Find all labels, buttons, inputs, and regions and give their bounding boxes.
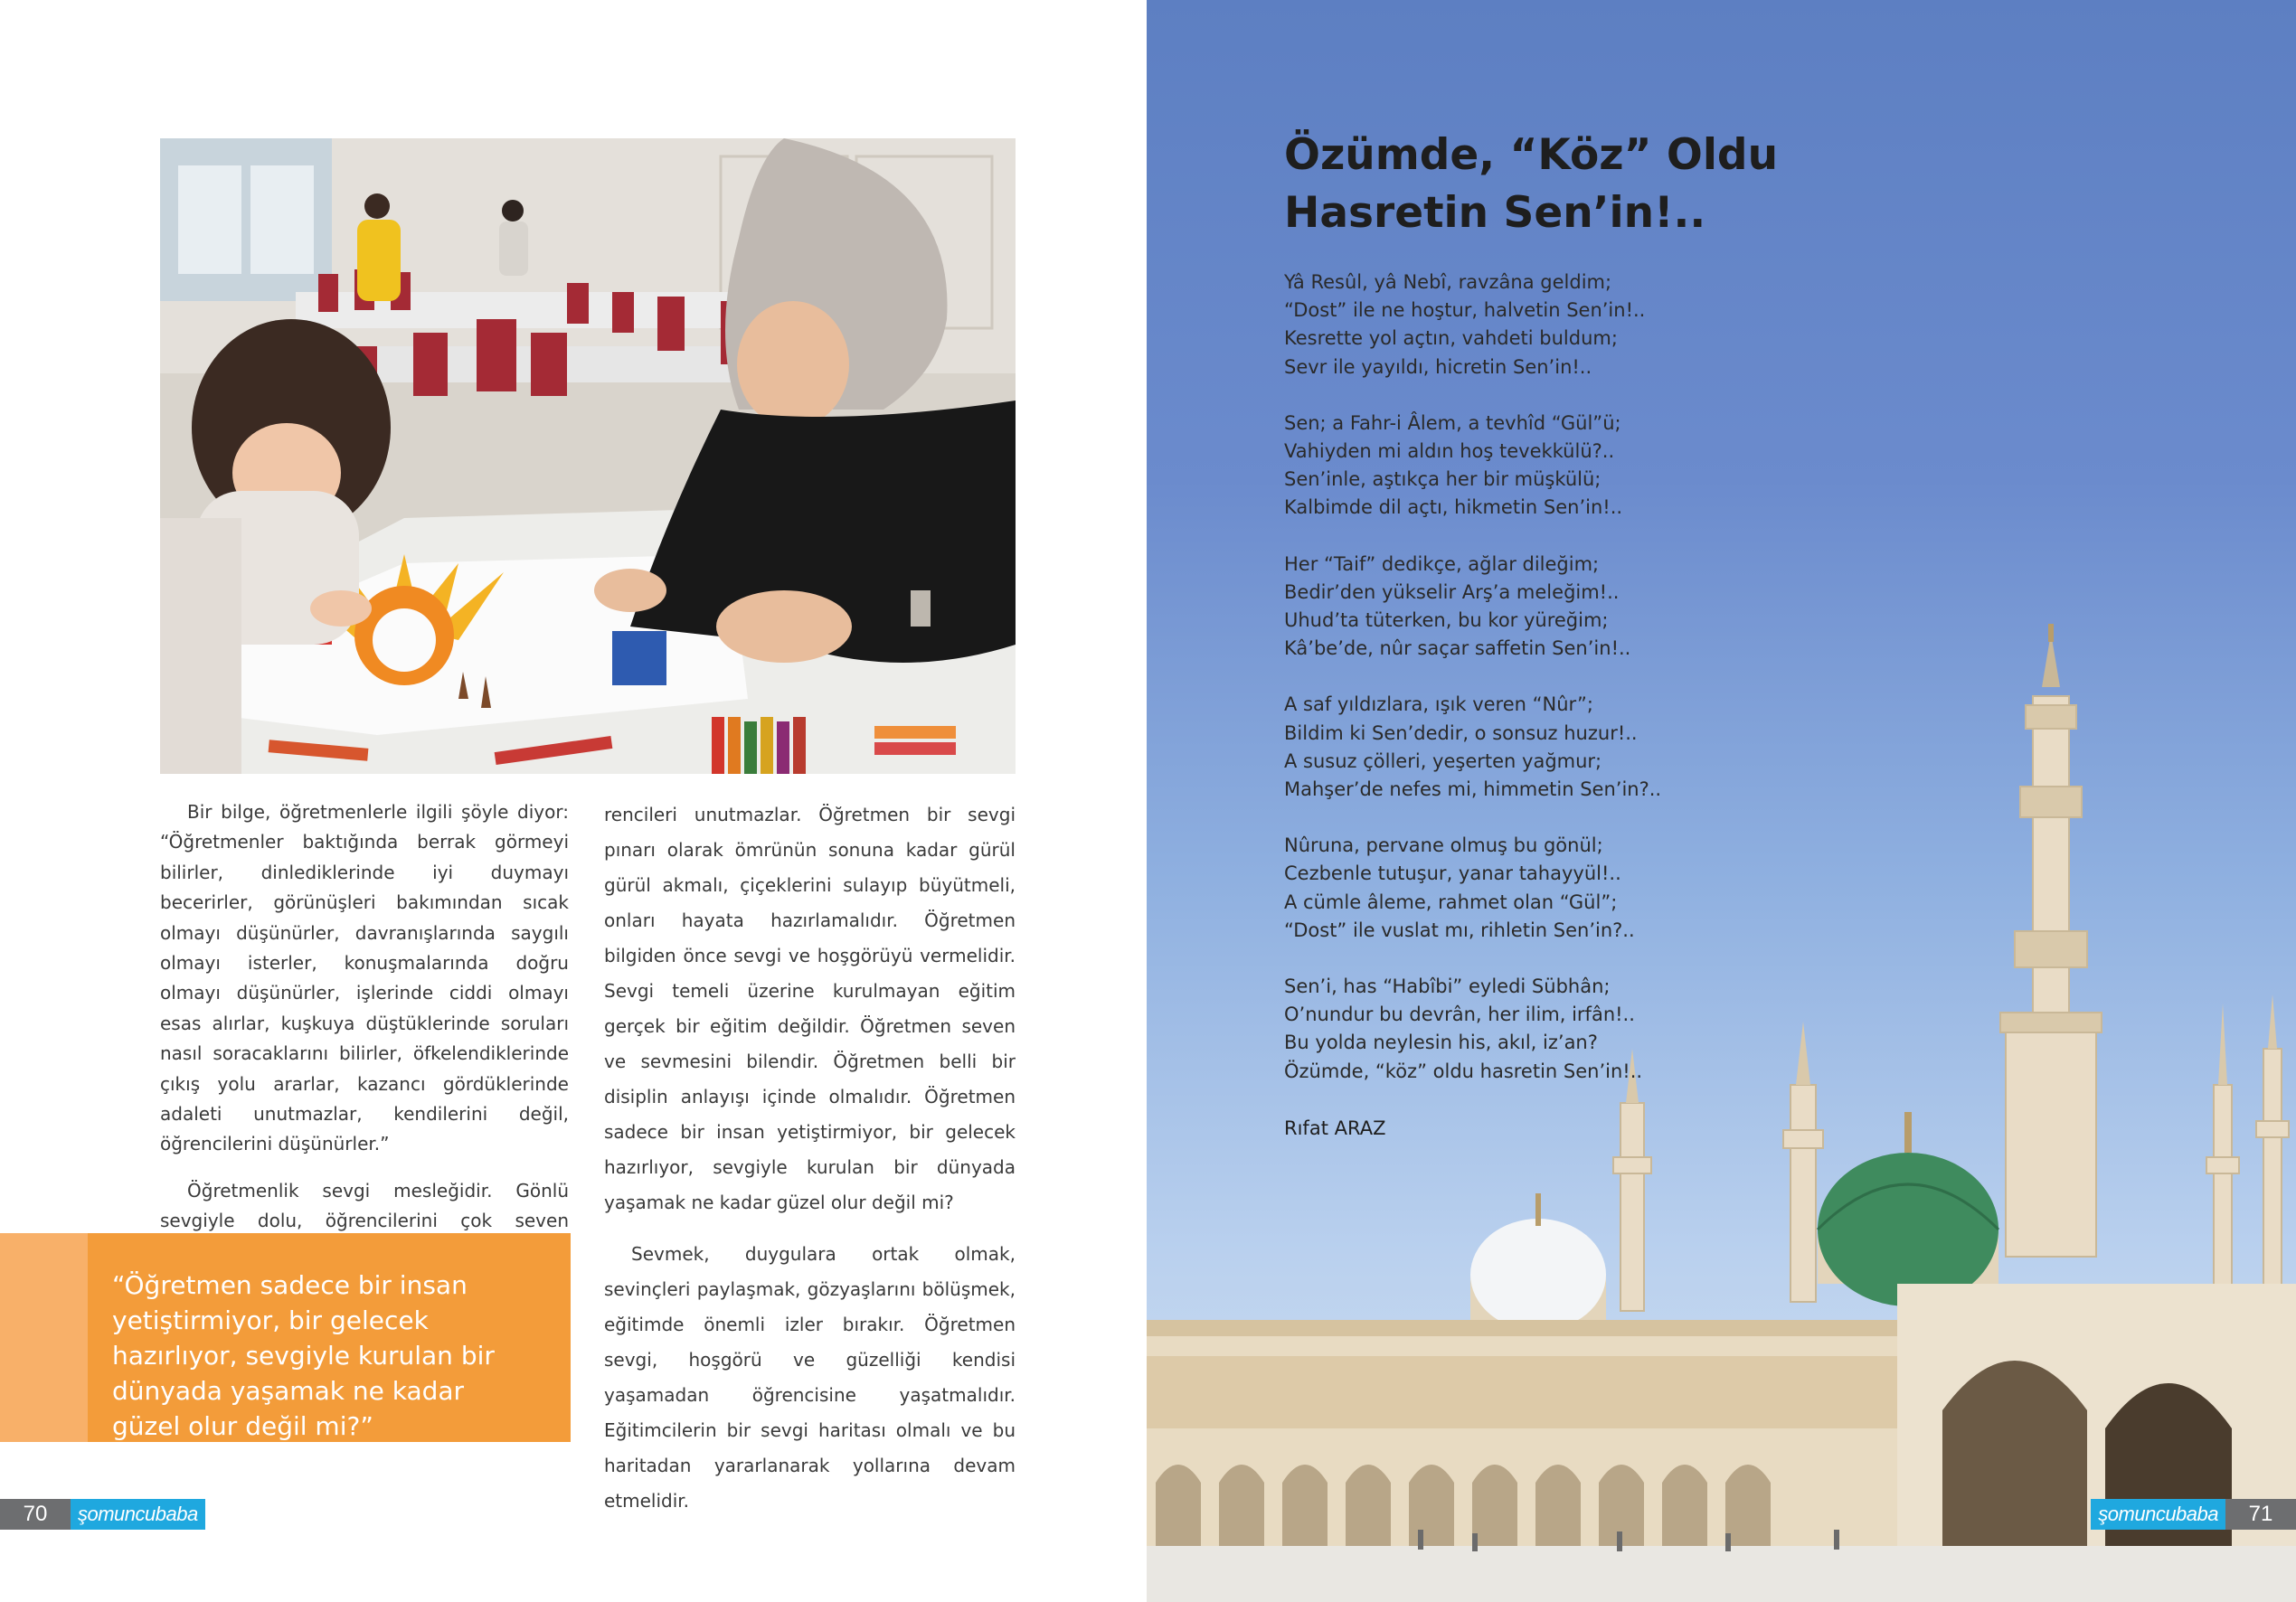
poem-line: Kâ’be’de, nûr saçar saffetin Sen’in!..: [1284, 637, 1631, 660]
poem-line: A cümle âleme, rahmet olan “Gül”;: [1284, 891, 1618, 913]
body-column-1: [160, 797, 569, 1267]
poem-line: O’nundur bu devrân, her ilim, irfân!..: [1284, 1004, 1635, 1026]
brand-logo: şomuncubaba: [2091, 1499, 2225, 1530]
poem-stanza: [1284, 269, 1754, 382]
paragraph: Öğretmenlik sevgi mesleğidir. Gönlü sevgiyle dolu, öğrencilerini çok seven: [160, 1179, 569, 1232]
poem-line: Kalbimde dil açtı, hikmetin Sen’in!..: [1284, 496, 1623, 519]
poem-line: Uhud’ta tüterken, bu kor yüreğim;: [1284, 609, 1609, 632]
poem-line: Sen’i, has “Habîbi” eyledi Sübhân;: [1284, 975, 1611, 998]
poem-line: Sen’inle, aştıkça her bir müşkülü;: [1284, 468, 1602, 491]
poem-line: Bildim ki Sen’dedir, o sonsuz huzur!..: [1284, 721, 1638, 744]
poem-line: Kesrette yol açtın, vahdeti buldum;: [1284, 327, 1618, 350]
poem-stanza: [1284, 410, 1754, 523]
poem-line: “Dost” ile ne hoştur, halvetin Sen’in!..: [1284, 299, 1646, 322]
pull-quote-tab: [0, 1233, 88, 1442]
poem-line: Vahiyden mi aldın hoş tevekkülü?..: [1284, 440, 1615, 463]
body-column-2: [604, 797, 1016, 1519]
poem-line: Özümde, “köz” oldu hasretin Sen’in!..: [1284, 1060, 1643, 1082]
poem-stanza: [1284, 551, 1754, 664]
poem-line: Her “Taif” dedikçe, ağlar dileğim;: [1284, 552, 1600, 575]
poem-line: Mahşer’de nefes mi, himmetin Sen’in?..: [1284, 778, 1662, 801]
poem-stanza: [1284, 691, 1754, 804]
poem-line: A susuz çölleri, yeşerten yağmur;: [1284, 749, 1602, 772]
poem-line: Bu yolda neylesin his, akıl, iz’an?: [1284, 1032, 1598, 1054]
poem-title-line: Hasretin Sen’in!..: [1284, 188, 1706, 238]
poem-line: Sevr ile yayıldı, hicretin Sen’in!..: [1284, 355, 1592, 378]
folio-right: [2091, 1499, 2296, 1530]
poem-title: [1284, 127, 1791, 242]
poem-line: A saf yıldızlara, ışık veren “Nûr”;: [1284, 693, 1593, 716]
brand-logo: şomuncubaba: [71, 1499, 205, 1530]
teacher-student-photo: [160, 138, 1016, 774]
poem-title-line: Özümde, “Köz” Oldu: [1284, 130, 1779, 180]
page-number: 71: [2225, 1499, 2296, 1530]
paragraph: Bir bilge, öğretmenlerle ilgili şöyle diyor: “Öğretmenler baktığında berrak görmeyi bilirler, dinlediklerinde iyi duymayı becerirler, görünüşleri bakımından sıcak olmayı düşünürler, davranışlarında saygılı olmayı isterler, konuşmalarında doğru olmayı düşünürler, işlerinde ciddi olmayı esas alırlar, kuşkuya düştüklerinde soruları nasıl soracaklarını bilirler, öfkelendiklerinde çıkış yolu ararlar, kazancı gördüklerinde adaleti unutmazlar, kendilerini değil, öğrencilerini düşünürler.”: [160, 801, 569, 1155]
poem-stanza: [1284, 832, 1754, 945]
paragraph: Sevmek, duygulara ortak olmak, sevinçleri paylaşmak, gözyaşlarını bölüşmek, eğitimde önemli izler bırakır. Öğretmen sevgi, hoşgörü ve güzelliği kendisi yaşamadan öğrencisine yaşatmalıdır. Eğitimcilerin bir sevgi haritası olmalı ve bu haritadan yararlanarak yollarına devam etmelidir.: [604, 1243, 1016, 1512]
pull-quote-text: “Öğretmen sadece bir insan yetiştirmiyor, bir gelecek hazırlıyor, sevgiyle kurulan bir dünyada yaşamak ne kadar güzel olur değil mi?”: [112, 1270, 495, 1441]
poem-body: [1284, 269, 1754, 1114]
poem-line: Yâ Resûl, yâ Nebî, ravzâna geldim;: [1284, 271, 1612, 293]
folio-left: [0, 1499, 205, 1530]
paragraph: rencileri unutmazlar. Öğretmen bir sevgi pınarı olarak ömrünün sonuna kadar gürül gürül akmalı, çiçeklerini sulayıp büyütmeli, onları hayata hazırlamalıdır. Öğretmen bilgiden önce sevgi ve hoşgörüyü vermelidir. Sevgi temeli üzerine kurulmayan eğitim gerçek bir eğitim değildir. Öğretmen seven ve sevmesini bilendir. Öğretmen belli bir disiplin anlayışı içinde olmalıdır. Öğretmen sadece bir insan yetiştirmiyor, bir gelecek hazırlıyor, sevgiyle kurulan bir dünyada yaşamak ne kadar güzel olur değil mi?: [604, 804, 1016, 1213]
poem-line: Cezbenle tutuşur, yanar tahayyül!..: [1284, 862, 1621, 885]
poem-line: Sen; a Fahr-i Âlem, a tevhîd “Gül”ü;: [1284, 411, 1621, 434]
page-number: 70: [0, 1499, 71, 1530]
pull-quote: [0, 1233, 571, 1442]
poem-author: Rıfat ARAZ: [1284, 1117, 1386, 1139]
left-page: [0, 0, 1147, 1602]
poem-line: “Dost” ile vuslat mı, rihletin Sen’in?..: [1284, 919, 1635, 941]
poem-stanza: [1284, 973, 1754, 1086]
poem-line: Bedir’den yükselir Arş’a meleğim!..: [1284, 580, 1620, 603]
poem-line: Nûruna, pervane olmuş bu gönül;: [1284, 834, 1603, 857]
